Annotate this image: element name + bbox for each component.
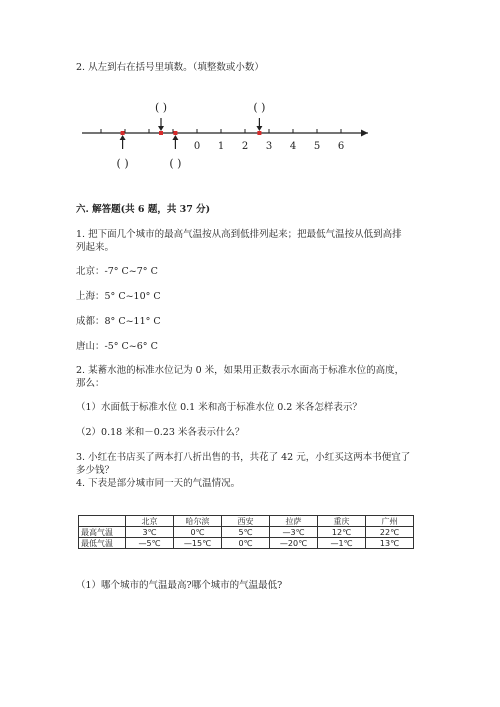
- number-line-tick-label: 1: [217, 141, 225, 152]
- table-cell: —20℃: [270, 538, 318, 549]
- answer-bracket: ( ): [116, 157, 129, 170]
- number-line-arrow: [158, 118, 164, 131]
- number-line-labels: [194, 141, 344, 152]
- table-cell: 0℃: [222, 538, 270, 549]
- table-row-label: 最高气温: [79, 527, 126, 538]
- problem-1-line-1: 1. 把下面几个城市的最高气温按从高到低排列起来；把最低气温按从低到高排: [76, 229, 402, 240]
- table-header-cell: 哈尔滨: [174, 516, 222, 527]
- problem-3-line-1: 3. 小红在书店买了两本打八折出售的书，共花了 42 元，小红买这两本书便宜了: [76, 452, 411, 463]
- table-cell: —15℃: [174, 538, 222, 549]
- problem-3-line-2: 多少钱？: [76, 465, 115, 476]
- table-cell: 0℃: [174, 527, 222, 538]
- city-beijing: 北京：-7° C~7° C: [76, 266, 158, 277]
- table-header-cell: [79, 516, 126, 527]
- table-cell: 12℃: [318, 527, 366, 538]
- table-header-cell: 重庆: [318, 516, 366, 527]
- number-line-point: [257, 131, 261, 135]
- table-header-cell: 北京: [126, 516, 174, 527]
- table-cell: 5℃: [222, 527, 270, 538]
- number-line-point: [121, 131, 125, 135]
- problem-2-line-2: 那么：: [76, 378, 105, 389]
- temperature-table: [78, 515, 414, 549]
- number-line-tick-label: 5: [313, 141, 321, 152]
- answer-bracket: ( ): [154, 101, 168, 114]
- city-shanghai: 上海：5° C~10° C: [76, 291, 161, 302]
- table-header-cell: 广州: [366, 516, 414, 527]
- number-line-arrow: [256, 118, 262, 131]
- city-tangshan: 唐山：-5° C~6° C: [76, 341, 158, 352]
- number-line-tick-label: 0: [193, 141, 201, 152]
- number-line: [76, 100, 376, 180]
- problem-1-line-2: 列起来。: [76, 242, 115, 253]
- question-2-text: 2. 从左到右在括号里填数。（填整数或小数）: [76, 62, 264, 73]
- table-cell: —5℃: [126, 538, 174, 549]
- number-line-point: [159, 131, 163, 135]
- number-line-tick-label: 2: [241, 141, 249, 152]
- number-line-brackets: [117, 101, 266, 170]
- table-header-row: [79, 516, 414, 527]
- table-cell: —1℃: [318, 538, 366, 549]
- section-title: 六. 解答题(共 6 题，共 37 分): [76, 204, 211, 215]
- table-header-cell: 西安: [222, 516, 270, 527]
- table-cell: 22℃: [366, 527, 414, 538]
- table-row-label: 最低气温: [79, 538, 126, 549]
- table-cell: 3℃: [126, 527, 174, 538]
- city-chengdu: 成都：8° C~11° C: [76, 316, 161, 327]
- answer-bracket: ( ): [169, 157, 182, 170]
- number-line-tick-label: 6: [337, 141, 345, 152]
- table-cell: —3℃: [270, 527, 318, 538]
- answer-bracket: ( ): [253, 101, 266, 114]
- problem-2-sub-2: （2）0.18 米和－0.23 米各表示什么？: [76, 427, 245, 438]
- number-line-tick-label: 3: [265, 141, 273, 152]
- problem-2-sub-1: （1）水面低于标准水位 0.1 米和高于标准水位 0.2 米各怎样表示？: [76, 402, 362, 413]
- number-line-arrow: [172, 135, 178, 149]
- table-header-cell: 拉萨: [270, 516, 318, 527]
- number-line-point: [173, 131, 177, 135]
- problem-4-line-1: 4. 下表是部分城市同一天的气温情况。: [76, 478, 241, 489]
- number-line-arrow: [120, 135, 126, 149]
- table-cell: 13℃: [366, 538, 414, 549]
- table-row: [79, 538, 414, 549]
- problem-4-sub-1: （1）哪个城市的气温最高?哪个城市的气温最低?: [76, 580, 283, 591]
- problem-2-line-1: 2. 某蓄水池的标准水位记为 0 米，如果用正数表示水面高于标准水位的高度，: [76, 365, 405, 376]
- number-line-tick-label: 4: [289, 141, 297, 152]
- table-row: [79, 527, 414, 538]
- number-line-ticks: [101, 129, 341, 133]
